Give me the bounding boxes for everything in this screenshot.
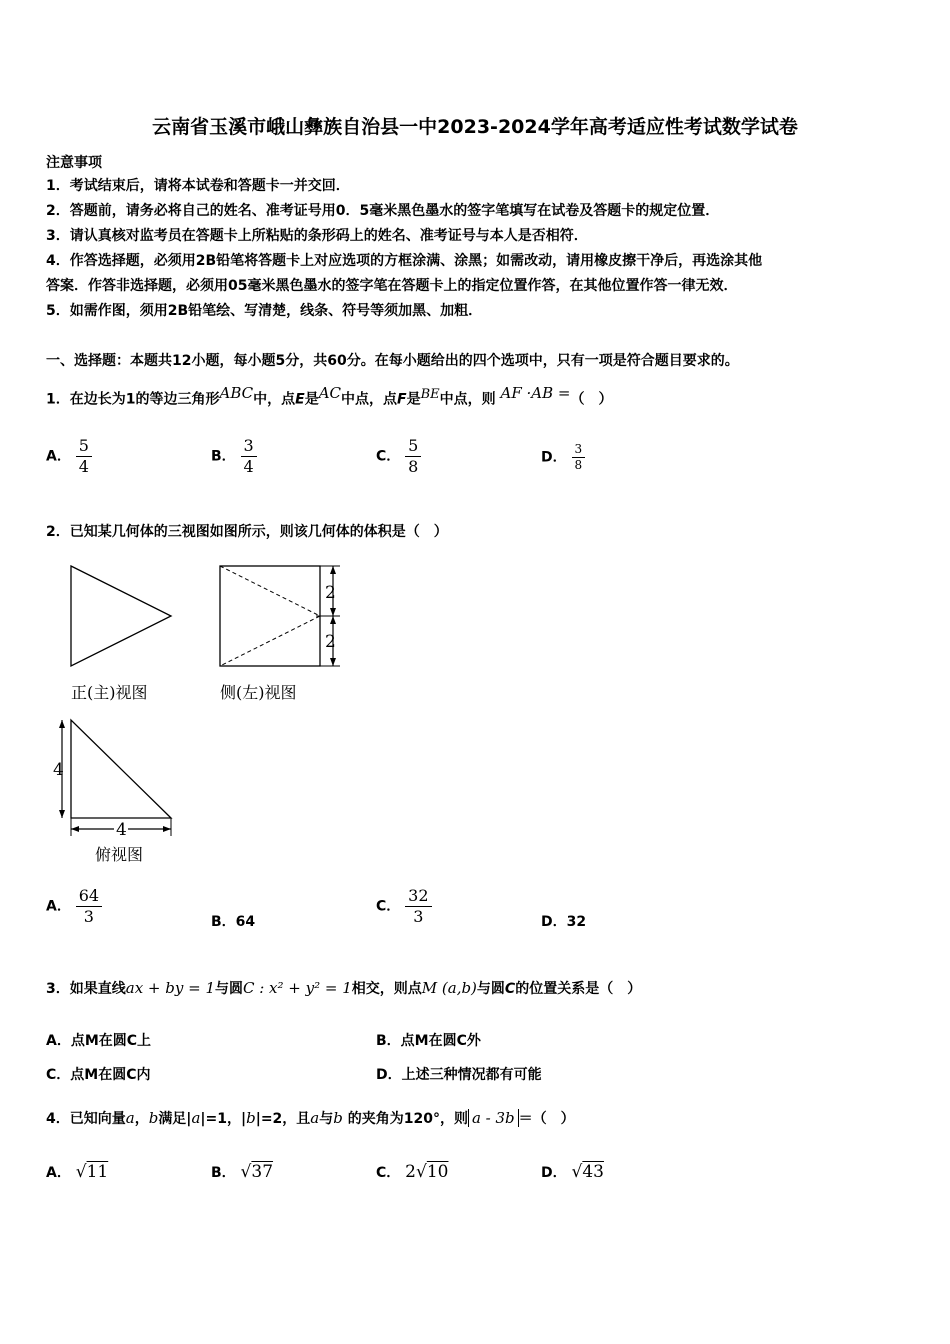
q4-option-c[interactable] xyxy=(376,1162,448,1182)
note-item: 5．如需作图，须用2B铅笔绘、写清楚，线条、符号等须加黑、加粗． xyxy=(46,303,483,319)
q1-math-ac: AC xyxy=(318,384,341,402)
q4-vector-b: b xyxy=(333,1109,343,1127)
option-label: C． xyxy=(376,448,401,465)
frac-numerator: 64 xyxy=(76,886,102,907)
q4-option-d[interactable] xyxy=(541,1162,604,1182)
q3-math-point: M (a,b) xyxy=(421,979,477,997)
q1-math-be: BE xyxy=(420,387,440,402)
q1-option-a[interactable] xyxy=(46,436,92,477)
top-height-label: 4 xyxy=(53,760,64,780)
q1-text: 是 xyxy=(406,391,421,408)
q4-vector-b: b xyxy=(246,1109,256,1127)
q4-text: 的夹角为120°，则 xyxy=(347,1111,468,1127)
option-label: A． xyxy=(46,448,71,465)
q1-math-dot: AF ·AB = xyxy=(500,384,571,402)
q3-math-line: ax + by = 1 xyxy=(125,979,215,997)
radical: √11 xyxy=(75,1162,109,1182)
radicand: 10 xyxy=(426,1162,449,1182)
frac-denominator: 3 xyxy=(83,907,94,926)
option-label: D． xyxy=(541,914,567,930)
q2-option-d[interactable] xyxy=(541,911,586,931)
q2-option-b[interactable] xyxy=(211,911,255,931)
three-view-figure xyxy=(40,550,360,870)
radicand: 43 xyxy=(582,1162,604,1182)
q2-option-c[interactable] xyxy=(376,886,432,927)
question-2: 2．已知某几何体的三视图如图所示，则该几何体的体积是（ ） xyxy=(46,524,448,540)
q3-text: 3．如果直线 xyxy=(46,981,126,997)
q3-option-d[interactable] xyxy=(376,1064,542,1084)
arrow-head xyxy=(330,658,336,666)
note-item: 答案．作答非选择题，必须用05毫米黑色墨水的签字笔在答题卡上的指定位置作答，在其他位置作答一律无效． xyxy=(46,278,738,294)
option-label: B． xyxy=(211,914,236,930)
side-view-caption: 侧(左)视图 xyxy=(220,683,297,702)
q4-option-a[interactable] xyxy=(46,1162,108,1182)
frac-numerator: 32 xyxy=(405,886,431,907)
side-dim-upper-label: 2 xyxy=(325,583,336,603)
q3-text: 相交，则点 xyxy=(351,981,422,997)
question-1 xyxy=(46,384,612,409)
radical: 2√10 xyxy=(405,1162,449,1182)
frac-denominator: 3 xyxy=(413,907,424,926)
q1-option-b[interactable] xyxy=(211,436,257,477)
q1-option-c[interactable] xyxy=(376,436,421,477)
option-label: D． xyxy=(541,449,567,466)
front-view-caption: 正(主)视图 xyxy=(71,683,148,702)
q3-option-b[interactable] xyxy=(376,1030,481,1050)
option-label: A． xyxy=(46,1165,71,1181)
side-view-hidden-edges xyxy=(220,566,320,666)
q4-option-b[interactable] xyxy=(211,1162,273,1182)
arrow-head xyxy=(330,608,336,616)
q4-text: 与 xyxy=(319,1111,334,1127)
q4-vector-a: a xyxy=(191,1109,201,1127)
option-label: C． xyxy=(376,898,401,915)
q4-text: |=1，| xyxy=(200,1111,247,1127)
q3-option-c[interactable] xyxy=(46,1064,151,1084)
arrow-head xyxy=(59,810,65,818)
option-label: A． xyxy=(46,1033,71,1049)
option-text: 上述三种情况都有可能 xyxy=(401,1067,542,1083)
q4-text: 满足| xyxy=(158,1111,192,1127)
option-label: B． xyxy=(211,448,236,465)
arrow-head xyxy=(330,566,336,574)
q4-vector-a: a xyxy=(125,1109,135,1127)
q4-vector-a: a xyxy=(310,1109,320,1127)
q2-option-a[interactable] xyxy=(46,886,102,927)
frac-denominator: 4 xyxy=(78,457,89,476)
q1-text: 1．在边长为1的等边三角形 xyxy=(46,391,220,408)
note-item: 3．请认真核对监考员在答题卡上所粘贴的条形码上的姓名、准考证号与本人是否相符． xyxy=(46,228,588,244)
q1-point-f: F xyxy=(397,391,407,408)
q4-text: ， xyxy=(134,1111,149,1127)
q3-math-circle: C : x² + y² = 1 xyxy=(242,979,352,997)
q4-text: 4．已知向量 xyxy=(46,1111,126,1127)
option-label: C． xyxy=(46,1067,71,1083)
option-label: D． xyxy=(376,1067,402,1083)
q3-text: 的位置关系是（ ） xyxy=(515,981,642,997)
frac-numerator: 3 xyxy=(241,436,257,457)
top-width-label: 4 xyxy=(116,820,127,840)
q1-text: 中点，点 xyxy=(341,391,397,408)
exam-title: 云南省玉溪市峨山彝族自治县一中2023-2024学年高考适应性考试数学试卷 xyxy=(152,116,798,138)
frac-numerator: 3 xyxy=(572,442,586,458)
option-text: 点M在圆C外 xyxy=(400,1033,481,1049)
frac-denominator: 8 xyxy=(574,458,583,472)
q3-option-a[interactable] xyxy=(46,1030,151,1050)
arrow-head xyxy=(330,616,336,624)
option-value: 32 xyxy=(566,914,587,930)
top-view-triangle xyxy=(71,720,171,818)
radical: √37 xyxy=(240,1162,274,1182)
q1-text: （ ） xyxy=(570,391,613,408)
question-3 xyxy=(46,978,641,998)
option-text: 点M在圆C内 xyxy=(70,1067,151,1083)
q4-vector-b: b xyxy=(148,1109,159,1127)
side-view-square xyxy=(220,566,320,666)
frac-denominator: 4 xyxy=(243,457,254,476)
note-item: 4．作答选择题，必须用2B铅笔将答题卡上对应选项的方框涂满、涂黑；如需改动，请用橡皮擦干净后，再选涂其他 xyxy=(46,253,763,269)
radical: √43 xyxy=(571,1162,604,1182)
section-heading: 一、选择题：本题共12小题，每小题5分，共60分。在每小题给出的四个选项中，只有一项是符合题目要求的。 xyxy=(46,353,739,369)
q3-text: 与圆 xyxy=(214,981,243,997)
q1-math-abc: ABC xyxy=(219,384,254,402)
q4-text: ＝（ ） xyxy=(518,1111,575,1127)
q1-text: 中，点 xyxy=(253,391,296,408)
option-value: 64 xyxy=(235,914,256,930)
notes-heading: 注意事项 xyxy=(46,155,102,171)
note-item: 2．答题前，请务必将自己的姓名、准考证号用0．5毫米黑色墨水的签字笔填写在试卷及答题卡的规定位置． xyxy=(46,203,720,219)
radicand: 11 xyxy=(86,1162,109,1182)
frac-denominator: 8 xyxy=(408,457,419,476)
front-view-triangle xyxy=(71,566,171,666)
q4-text: |=2，且 xyxy=(255,1111,311,1127)
option-label: B． xyxy=(211,1165,236,1181)
arrow-head xyxy=(71,826,79,832)
q1-text: 中点，则 xyxy=(439,391,496,408)
arrow-head xyxy=(59,720,65,728)
side-dim-lower-label: 2 xyxy=(325,632,336,652)
frac-numerator: 5 xyxy=(76,436,92,457)
q1-point-e: E xyxy=(295,391,305,408)
q1-option-d[interactable] xyxy=(541,442,585,473)
option-label: C． xyxy=(376,1165,401,1181)
arrow-head xyxy=(163,826,171,832)
option-label: D． xyxy=(541,1165,567,1181)
radicand: 37 xyxy=(251,1162,274,1182)
q1-text: 是 xyxy=(304,391,319,408)
question-4 xyxy=(46,1108,575,1128)
q3-circle-c: C xyxy=(504,981,516,997)
q4-math-norm: a - 3b xyxy=(468,1109,519,1127)
q3-text: 与圆 xyxy=(476,981,505,997)
option-label: B． xyxy=(376,1033,401,1049)
note-item: 1．考试结束后，请将本试卷和答题卡一并交回． xyxy=(46,178,350,194)
option-text: 点M在圆C上 xyxy=(70,1033,152,1049)
frac-numerator: 5 xyxy=(405,436,421,457)
radical-coef: 2 xyxy=(405,1162,416,1182)
top-view-caption: 俯视图 xyxy=(95,845,144,864)
option-label: A． xyxy=(46,898,71,915)
